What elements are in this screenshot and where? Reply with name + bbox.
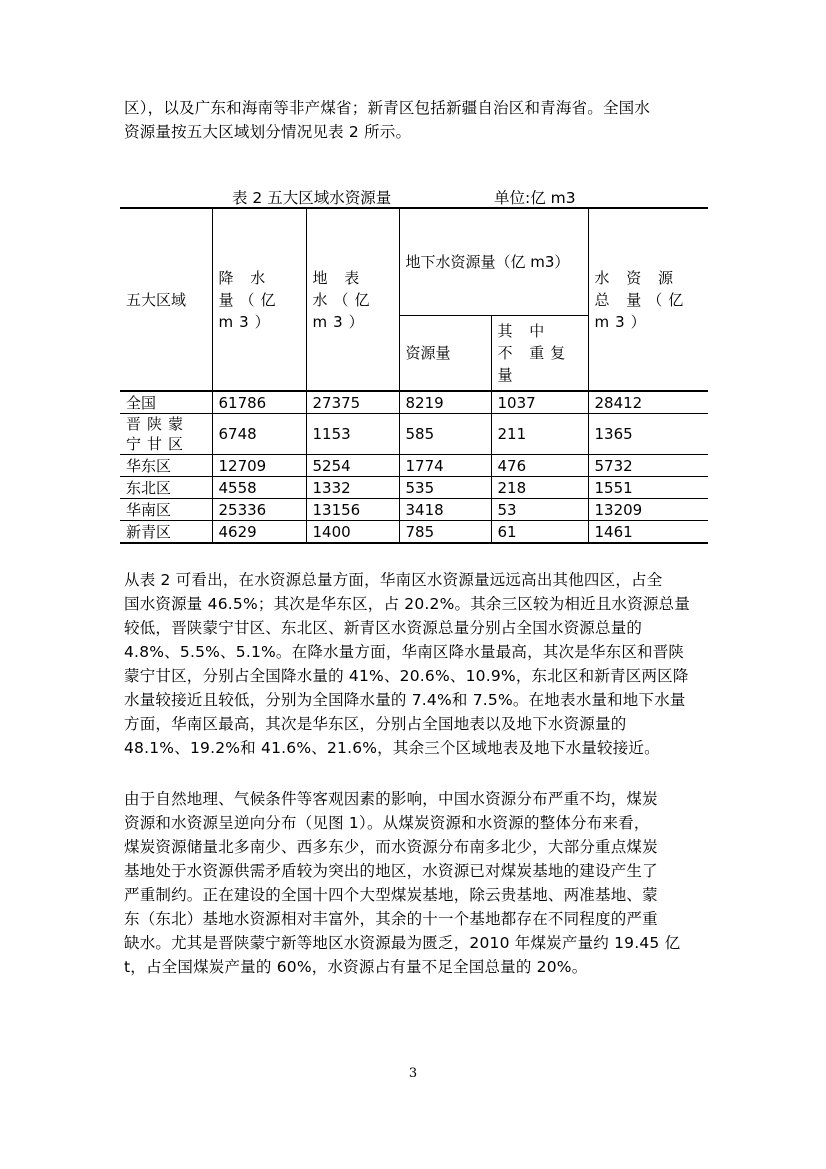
cell-region: 晋陕蒙宁甘区 [120, 414, 212, 455]
header-surface-water: 地 表 水（亿 m3） [306, 208, 399, 391]
header-groundwater-amount: 资源量 [399, 315, 491, 391]
text-line: 从表 2 可看出，在水资源总量方面，华南区水资源量远远高出其他四区，占全 [124, 571, 663, 589]
cell-total: 28412 [588, 391, 708, 414]
analysis-paragraph [124, 568, 704, 760]
table-caption [232, 186, 576, 208]
cell-nonrepeat: 1037 [491, 391, 588, 414]
cell-precip: 4629 [212, 521, 306, 544]
cell-surface: 13156 [306, 499, 399, 521]
header-groundwater-nonrepeat: 其 中 不 重复量 [491, 315, 588, 391]
intro-paragraph [124, 96, 704, 144]
cell-precip: 61786 [212, 391, 306, 414]
table-row [120, 521, 708, 544]
cell-total: 13209 [588, 499, 708, 521]
cell-nonrepeat: 53 [491, 499, 588, 521]
text-line: 缺水。尤其是晋陕蒙宁新等地区水资源最为匮乏，2010 年煤炭产量约 19.45 亿 [124, 934, 681, 952]
cell-region: 全国 [120, 391, 212, 414]
cell-surface: 27375 [306, 391, 399, 414]
text-line: 东（东北）基地水资源相对丰富外，其余的十一个基地都存在不同程度的严重 [124, 910, 658, 928]
text-line: 煤炭资源储量北多南少、西多东少，而水资源分布南多北少，大部分重点煤炭 [124, 838, 658, 856]
cell-total: 5732 [588, 455, 708, 477]
table-row [120, 499, 708, 521]
cell-total: 1365 [588, 414, 708, 455]
cell-surface: 1153 [306, 414, 399, 455]
text-line: 水量较接近且较低，分别为全国降水量的 7.4%和 7.5%。在地表水量和地下水量 [124, 691, 686, 709]
coal-water-paragraph [124, 787, 704, 979]
cell-ground: 535 [399, 477, 491, 499]
table-unit: 单位:亿 m3 [494, 189, 576, 207]
cell-nonrepeat: 211 [491, 414, 588, 455]
cell-precip: 12709 [212, 455, 306, 477]
text-line: 资源和水资源呈逆向分布（见图 1）。从煤炭资源和水资源的整体分布来看， [124, 814, 650, 832]
table-row [120, 455, 708, 477]
table-row [120, 414, 708, 455]
text-line: 由于自然地理、气候条件等客观因素的影响，中国水资源分布严重不均，煤炭 [124, 790, 658, 808]
cell-ground: 3418 [399, 499, 491, 521]
page-number: 3 [408, 1066, 418, 1081]
cell-surface: 5254 [306, 455, 399, 477]
cell-ground: 585 [399, 414, 491, 455]
header-total: 水 资 源 总 量（亿 m3） [588, 208, 708, 391]
text-line: 基地处于水资源供需矛盾较为突出的地区，水资源已对煤炭基地的建设产生了 [124, 862, 658, 880]
cell-region: 东北区 [120, 477, 212, 499]
text-line: 严重制约。正在建设的全国十四个大型煤炭基地，除云贵基地、两准基地、蒙 [124, 886, 658, 904]
text-line: 蒙宁甘区，分别占全国降水量的 41%、20.6%、10.9%，东北区和新青区两区降 [124, 667, 689, 685]
cell-ground: 1774 [399, 455, 491, 477]
text-line: 区），以及广东和海南等非产煤省；新青区包括新疆自治区和青海省。全国水 [124, 99, 651, 117]
text-line: 资源量按五大区域划分情况见表 2 所示。 [124, 123, 412, 141]
cell-surface: 1332 [306, 477, 399, 499]
cell-nonrepeat: 476 [491, 455, 588, 477]
cell-surface: 1400 [306, 521, 399, 544]
cell-total: 1551 [588, 477, 708, 499]
text-line: 4.8%、5.5%、5.1%。在降水量方面，华南区降水量最高，其次是华东区和晋陕 [124, 643, 685, 661]
text-line: t，占全国煤炭产量的 60%，水资源占有量不足全国总量的 20%。 [124, 958, 588, 976]
text-line: 方面，华南区最高，其次是华东区，分别占全国地表以及地下水资源量的 [124, 715, 627, 733]
table-header-row [120, 208, 708, 315]
header-precipitation: 降 水 量（亿 m3） [212, 208, 306, 391]
cell-ground: 8219 [399, 391, 491, 414]
cell-region: 新青区 [120, 521, 212, 544]
table-row [120, 391, 708, 414]
cell-nonrepeat: 61 [491, 521, 588, 544]
cell-precip: 4558 [212, 477, 306, 499]
cell-ground: 785 [399, 521, 491, 544]
cell-region: 华东区 [120, 455, 212, 477]
table-title: 表 2 五大区域水资源量 [232, 189, 392, 207]
cell-precip: 6748 [212, 414, 306, 455]
cell-region: 华南区 [120, 499, 212, 521]
table-row [120, 477, 708, 499]
cell-total: 1461 [588, 521, 708, 544]
cell-nonrepeat: 218 [491, 477, 588, 499]
text-line: 国水资源量 46.5%；其次是华东区，占 20.2%。其余三区较为相近且水资源总量 [124, 595, 691, 613]
header-groundwater: 地下水资源量（亿 m3） [399, 208, 588, 315]
water-resources-table [120, 207, 708, 544]
cell-precip: 25336 [212, 499, 306, 521]
header-region: 五大区域 [120, 208, 212, 391]
text-line: 较低，晋陕蒙宁甘区、东北区、新青区水资源总量分别占全国水资源总量的 [124, 619, 643, 637]
text-line: 48.1%、19.2%和 41.6%、21.6%，其余三个区域地表及地下水量较接近。 [124, 739, 660, 757]
